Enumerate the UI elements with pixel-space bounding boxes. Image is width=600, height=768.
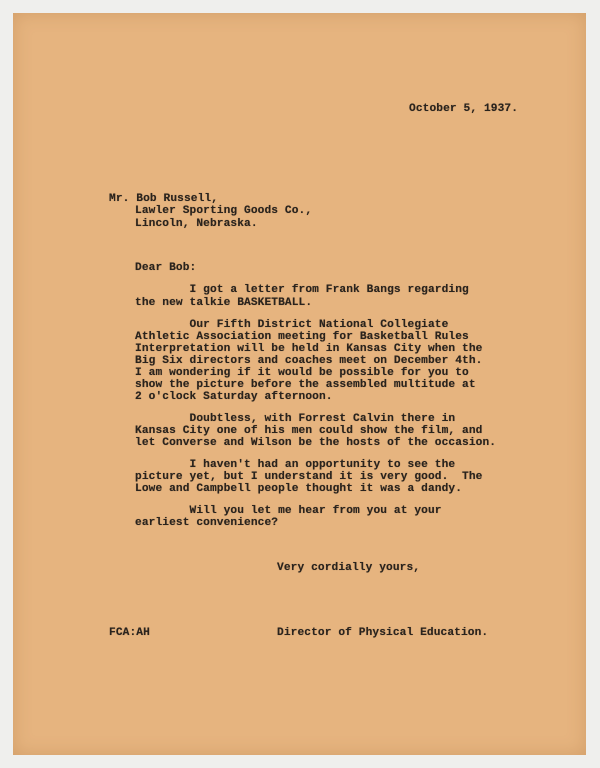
body-line: picture yet, but I understand it is very good. The (135, 471, 483, 483)
closing: Very cordially yours, (277, 562, 421, 574)
recipient-city: Lincoln, Nebraska. (135, 218, 258, 230)
body-line: Lowe and Campbell people thought it was a dandy. (135, 483, 463, 495)
signature-title: Director of Physical Education. (277, 627, 489, 639)
body-line: 2 o'clock Saturday afternoon. (135, 391, 333, 403)
body-line: I haven't had an opportunity to see the (135, 459, 456, 471)
body-line: Doubtless, with Forrest Calvin there in (135, 413, 456, 425)
salutation: Dear Bob: (135, 262, 197, 274)
body-line: Athletic Association meeting for Basketball Rules (135, 331, 469, 343)
body-line: Our Fifth District National Collegiate (135, 319, 449, 331)
body-line: earliest convenience? (135, 517, 279, 529)
body-line: let Converse and Wilson be the hosts of the occasion. (135, 437, 497, 449)
body-line: show the picture before the assembled multitude at (135, 379, 476, 391)
body-line: I got a letter from Frank Bangs regarding (135, 284, 469, 296)
recipient-name: Mr. Bob Russell, (109, 193, 219, 205)
typist-initials: FCA:AH (109, 627, 150, 639)
body-line: Big Six directors and coaches meet on December 4th. (135, 355, 483, 367)
letter-page (13, 13, 586, 755)
letter-date: October 5, 1937. (409, 103, 519, 115)
recipient-company: Lawler Sporting Goods Co., (135, 205, 313, 217)
body-line: Will you let me hear from you at your (135, 505, 442, 517)
body-line: the new talkie BASKETBALL. (135, 297, 313, 309)
body-line: I am wondering if it would be possible for you to (135, 367, 469, 379)
body-line: Kansas City one of his men could show the film, and (135, 425, 483, 437)
body-line: Interpretation will be held in Kansas City when the (135, 343, 483, 355)
